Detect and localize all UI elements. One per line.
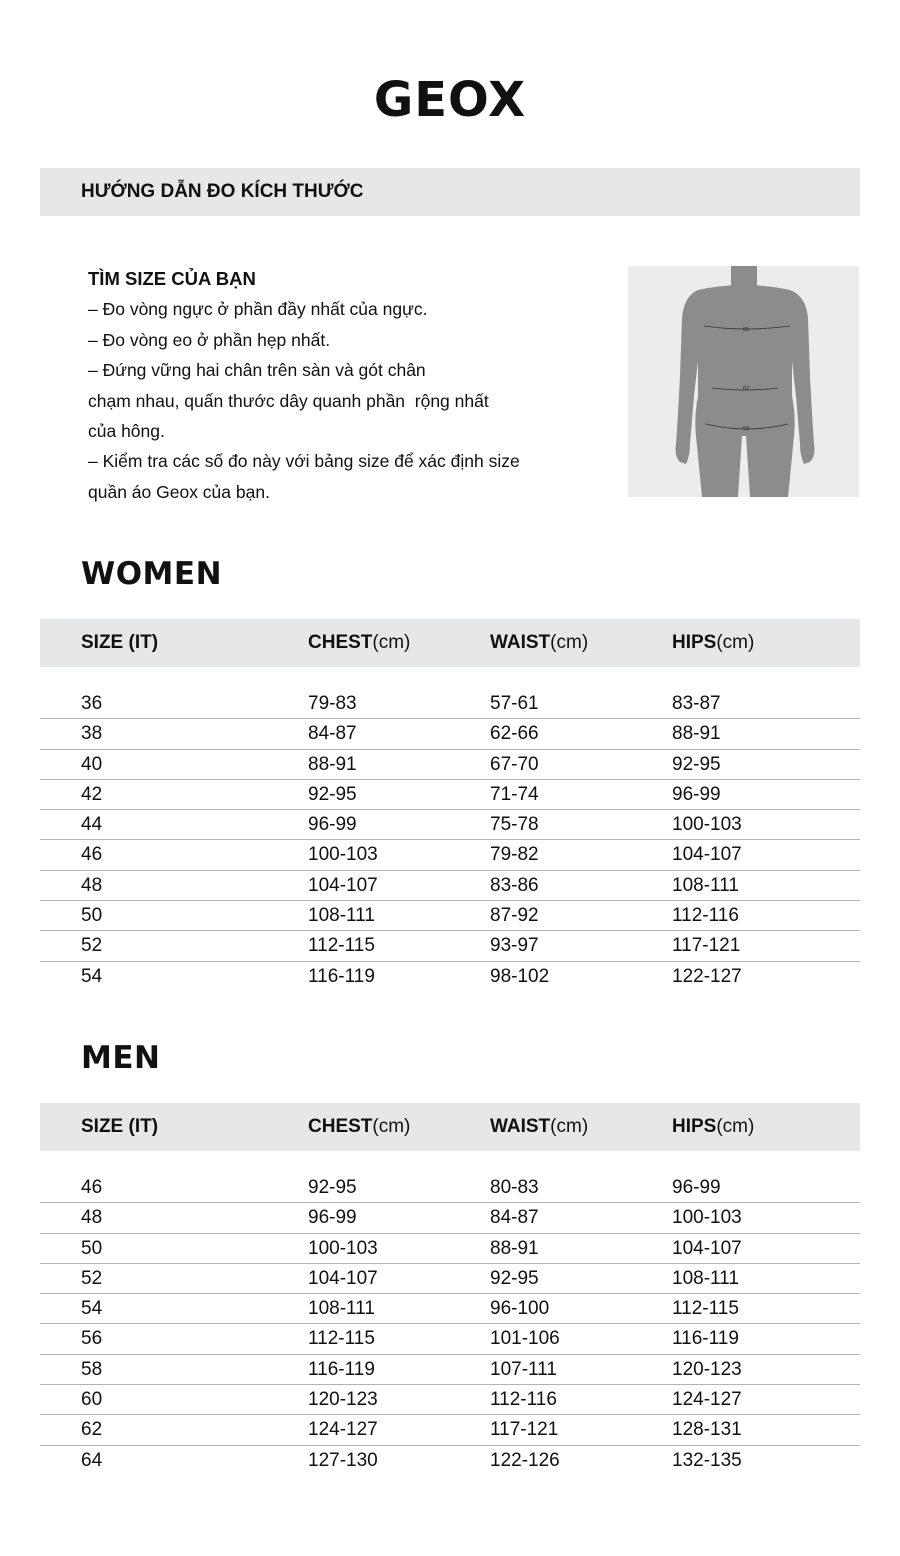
waist-cell: 87-92: [490, 905, 539, 927]
table-row: [40, 1173, 860, 1203]
hips-label: 03: [743, 426, 750, 432]
size-cell: 38: [81, 723, 103, 745]
chest-cell: 112-115: [308, 1328, 375, 1350]
chest-cell: 127-130: [308, 1449, 378, 1471]
waist-column-header: WAIST(cm): [490, 1116, 589, 1137]
table-row: [40, 780, 860, 810]
size-cell: 52: [81, 935, 103, 957]
waist-cell: 75-78: [490, 814, 539, 836]
geox-logo: GEOX: [373, 72, 527, 128]
hips-cell: 128-131: [672, 1419, 742, 1441]
table-row: [40, 840, 860, 870]
hips-cell: 120-123: [672, 1358, 742, 1380]
women-size-table: [40, 619, 860, 992]
chest-cell: 112-115: [308, 935, 375, 957]
table-row: [40, 719, 860, 749]
chest-cell: 104-107: [308, 874, 378, 896]
waist-cell: 84-87: [490, 1207, 539, 1229]
chest-cell: 116-119: [308, 965, 375, 987]
instruction-line: – Kiểm tra các số đo này với bảng size để xác định size: [88, 451, 520, 472]
chest-cell: 124-127: [308, 1419, 378, 1441]
chest-cell: 120-123: [308, 1389, 378, 1411]
hips-cell: 104-107: [672, 1237, 742, 1259]
hips-cell: 100-103: [672, 1207, 742, 1229]
table-row: [40, 871, 860, 901]
size-cell: 50: [81, 1237, 103, 1259]
body-measurement-figure: [628, 266, 859, 497]
waist-cell: 62-66: [490, 723, 539, 745]
size-cell: 54: [81, 965, 103, 987]
hips-cell: 117-121: [672, 935, 741, 957]
measurement-instructions: [88, 264, 588, 507]
waist-column-header: WAIST(cm): [490, 632, 589, 653]
table-row: [40, 901, 860, 931]
hips-cell: 92-95: [672, 753, 721, 775]
size-cell: 44: [81, 814, 103, 836]
instruction-line: – Đo vòng ngực ở phần đầy nhất của ngực.: [88, 299, 428, 320]
table-row: [40, 750, 860, 780]
size-cell: 50: [81, 905, 103, 927]
size-cell: 54: [81, 1298, 103, 1320]
waist-cell: 57-61: [490, 693, 539, 714]
hips-cell: 112-116: [672, 905, 739, 927]
hips-cell: 124-127: [672, 1389, 742, 1411]
table-row: [40, 1264, 860, 1294]
size-cell: 40: [81, 753, 103, 775]
hips-cell: 96-99: [672, 783, 721, 805]
chest-cell: 84-87: [308, 723, 357, 745]
table-row: [40, 1203, 860, 1233]
hips-cell: 108-111: [672, 1267, 739, 1289]
men-section-title: MEN: [81, 1040, 161, 1076]
table-row: [40, 931, 860, 961]
hips-cell: 88-91: [672, 723, 721, 745]
waist-cell: 112-116: [490, 1389, 557, 1411]
hips-cell: 100-103: [672, 814, 742, 836]
table-row: [40, 1234, 860, 1264]
find-your-size-heading: TÌM SIZE CỦA BẠN: [88, 268, 256, 289]
men-size-table: [40, 1103, 860, 1476]
instruction-line: – Đứng vững hai chân trên sàn và gót chân: [88, 360, 426, 381]
size-cell: 64: [81, 1449, 103, 1471]
chest-cell: 92-95: [308, 1177, 357, 1198]
table-row: [40, 689, 860, 719]
table-header: [40, 619, 860, 667]
table-row: [40, 1385, 860, 1415]
size-cell: 48: [81, 874, 103, 896]
waist-cell: 80-83: [490, 1177, 539, 1198]
waist-cell: 96-100: [490, 1298, 550, 1320]
waist-cell: 122-126: [490, 1449, 560, 1471]
hips-cell: 104-107: [672, 844, 742, 866]
size-cell: 36: [81, 693, 103, 714]
chest-cell: 92-95: [308, 783, 357, 805]
women-section-title: WOMEN: [81, 556, 223, 592]
chest-cell: 104-107: [308, 1267, 378, 1289]
chest-cell: 116-119: [308, 1358, 375, 1380]
body-silhouette-icon: [628, 266, 859, 497]
table-header: [40, 1103, 860, 1151]
hips-cell: 83-87: [672, 693, 721, 714]
instruction-line: quần áo Geox của bạn.: [88, 481, 270, 502]
chest-column-header: CHEST(cm): [308, 1116, 411, 1137]
hips-cell: 116-119: [672, 1328, 739, 1350]
size-cell: 46: [81, 844, 103, 866]
chest-column-header: CHEST(cm): [308, 632, 411, 653]
size-cell: 42: [81, 783, 103, 805]
instruction-line: chạm nhau, quấn thước dây quanh phần rộng nhất: [88, 390, 489, 411]
waist-label: 02: [743, 386, 750, 392]
hips-cell: 122-127: [672, 965, 742, 987]
hips-cell: 108-111: [672, 874, 739, 896]
instruction-line: – Đo vòng eo ở phần hẹp nhất.: [88, 329, 331, 350]
size-cell: 56: [81, 1328, 103, 1350]
chest-cell: 96-99: [308, 1207, 357, 1229]
waist-cell: 67-70: [490, 753, 539, 775]
waist-cell: 117-121: [490, 1419, 559, 1441]
table-row: [40, 1324, 860, 1354]
size-guide-title: HƯỚNG DẪN ĐO KÍCH THƯỚC: [81, 181, 364, 202]
hips-cell: 96-99: [672, 1177, 721, 1198]
table-row: [40, 1415, 860, 1445]
table-row: [40, 1294, 860, 1324]
hips-cell: 132-135: [672, 1449, 742, 1471]
instruction-line: của hông.: [88, 421, 165, 442]
waist-cell: 92-95: [490, 1267, 539, 1289]
waist-cell: 79-82: [490, 844, 539, 866]
size-cell: 46: [81, 1177, 103, 1198]
waist-cell: 98-102: [490, 965, 550, 987]
chest-cell: 96-99: [308, 814, 357, 836]
table-body: [40, 689, 860, 992]
waist-cell: 83-86: [490, 874, 539, 896]
chest-cell: 88-91: [308, 753, 357, 775]
waist-cell: 107-111: [490, 1358, 557, 1380]
chest-cell: 100-103: [308, 844, 378, 866]
chest-cell: 79-83: [308, 693, 357, 714]
chest-cell: 108-111: [308, 905, 375, 927]
chest-cell: 108-111: [308, 1298, 375, 1320]
table-row: [40, 962, 860, 992]
waist-cell: 93-97: [490, 935, 539, 957]
chest-label: 01: [743, 327, 750, 333]
size-cell: 60: [81, 1389, 103, 1411]
hips-column-header: HIPS(cm): [672, 632, 755, 653]
size-cell: 58: [81, 1358, 103, 1380]
waist-cell: 71-74: [490, 783, 539, 805]
waist-cell: 88-91: [490, 1237, 539, 1259]
size-cell: 62: [81, 1419, 103, 1441]
table-row: [40, 1355, 860, 1385]
chest-cell: 100-103: [308, 1237, 378, 1259]
waist-cell: 101-106: [490, 1328, 560, 1350]
size-cell: 52: [81, 1267, 103, 1289]
table-row: [40, 1446, 860, 1476]
hips-cell: 112-115: [672, 1298, 739, 1320]
size-column-header: SIZE (IT): [81, 632, 159, 653]
table-body: [40, 1173, 860, 1476]
table-row: [40, 810, 860, 840]
size-guide-banner: [40, 168, 860, 216]
hips-column-header: HIPS(cm): [672, 1116, 755, 1137]
size-column-header: SIZE (IT): [81, 1116, 159, 1137]
size-cell: 48: [81, 1207, 103, 1229]
